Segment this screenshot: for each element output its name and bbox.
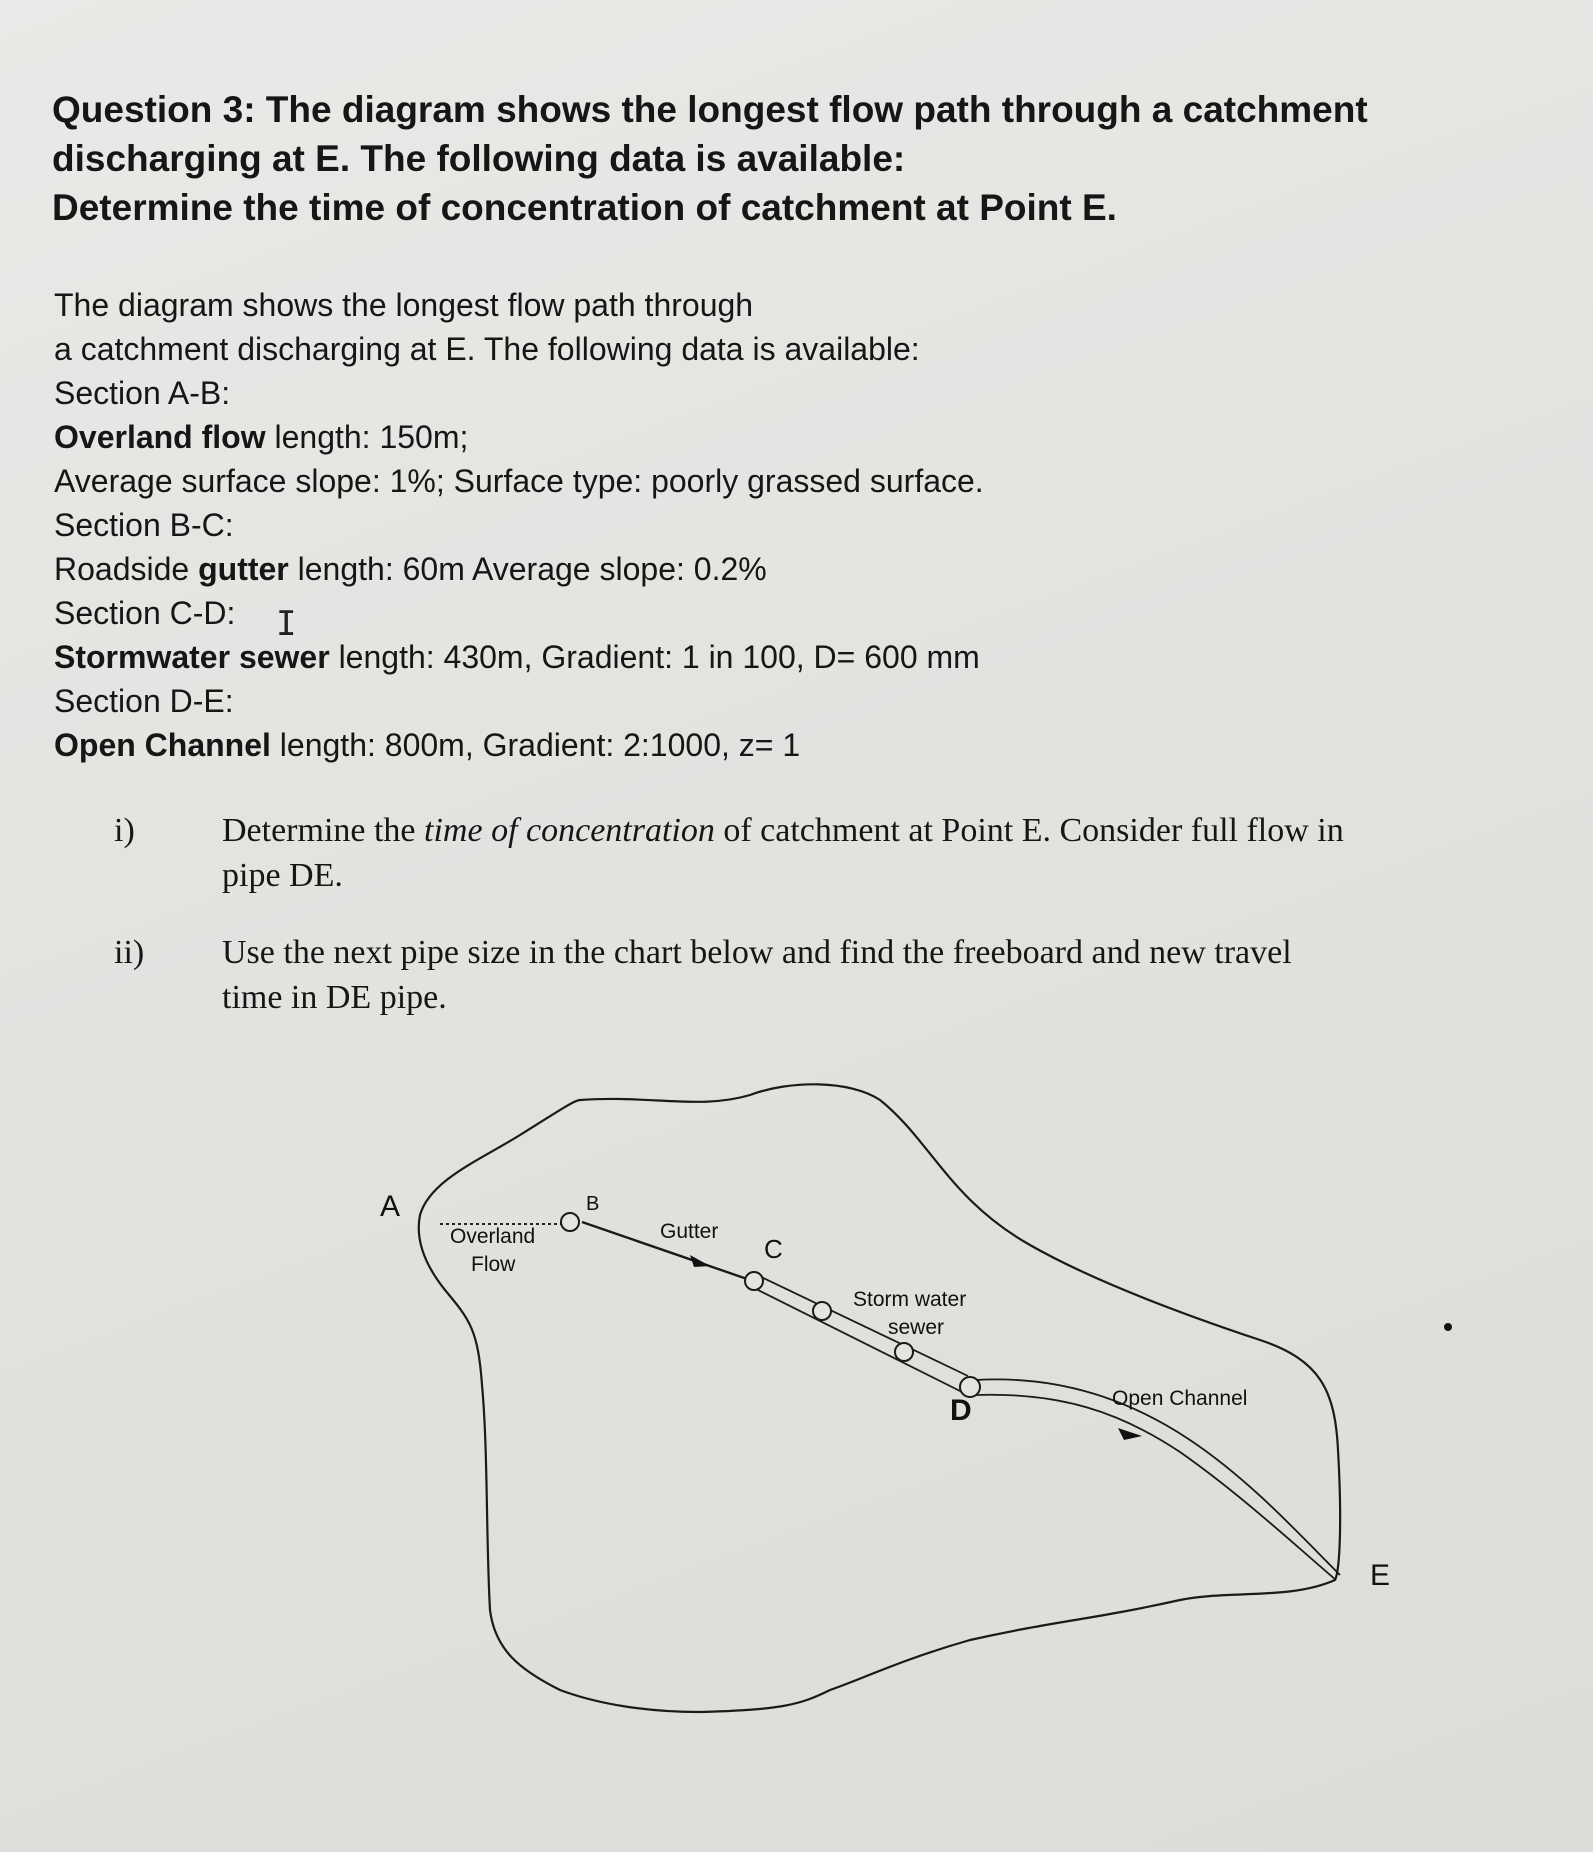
point-e-label: E [1370,1559,1391,1592]
stormwater-sewer-term: Stormwater sewer [54,639,330,675]
question-i-label: i) [114,812,135,849]
text-cursor-icon: I [276,604,297,644]
storm-water-label-1: Storm water [853,1288,967,1311]
header-line-3: Determine the time of concentration of catchment at Point E. [52,187,1117,228]
section-bc-heading: Section B-C: [54,507,234,543]
overland-label-2: Flow [471,1253,516,1276]
question-i-pre: Determine the [222,812,425,849]
open-channel-label: Open Channel [1112,1387,1248,1410]
question-i-line-2: pipe DE. [222,857,343,894]
section-ab-line-2: Average surface slope: 1%; Surface type: poorly grassed surface. [54,463,984,499]
overland-label-1: Overland [450,1225,536,1248]
storm-water-label-2: sewer [888,1316,945,1339]
manhole-b-icon [561,1213,579,1231]
sewer-details: length: 430m, Gradient: 1 in 100, D= 600 mm [329,639,980,675]
point-b-label: B [586,1193,600,1215]
header-line-1: Question 3: The diagram shows the longest flow path through a catchment [52,89,1368,130]
stray-dot [1444,1323,1452,1331]
point-d-label: D [950,1394,972,1427]
question-i-italic: time of concentration [424,812,715,849]
question-ii-label: ii) [114,934,145,971]
section-ab-heading: Section A-B: [54,375,231,411]
gutter-label: Gutter [660,1220,719,1243]
point-c-label: C [764,1234,783,1264]
header-line-2: discharging at E. The following data is available: [52,138,906,179]
open-channel-term: Open Channel [54,727,271,763]
open-channel-arrow-icon [1118,1428,1142,1440]
overland-flow-length: length: 150m; [265,419,469,455]
roadside-prefix: Roadside [54,551,199,587]
question-ii-line-1: Use the next pipe size in the chart below and find the freeboard and new travel [222,934,1292,971]
manhole-2-icon [813,1302,831,1320]
point-a-label: A [380,1190,401,1223]
gutter-arrow-icon [690,1255,710,1267]
overland-flow-term: Overland flow [54,419,266,455]
section-cd-heading: Section C-D: [54,595,236,631]
question-ii-line-2: time in DE pipe. [222,979,447,1016]
intro-line-1: The diagram shows the longest flow path through [54,287,754,323]
question-i-post: of catchment at Point E. Consider full flow in [714,812,1344,849]
section-de-heading: Section D-E: [54,683,234,719]
gutter-details: length: 60m Average slope: 0.2% [288,551,767,587]
manhole-c-icon [745,1272,763,1290]
open-channel-lower [975,1395,1336,1580]
open-channel-details: length: 800m, Gradient: 2:1000, z= 1 [270,727,801,763]
intro-line-2: a catchment discharging at E. The following data is available: [54,331,920,367]
manhole-3-icon [895,1343,913,1361]
gutter-term: gutter [198,551,289,587]
